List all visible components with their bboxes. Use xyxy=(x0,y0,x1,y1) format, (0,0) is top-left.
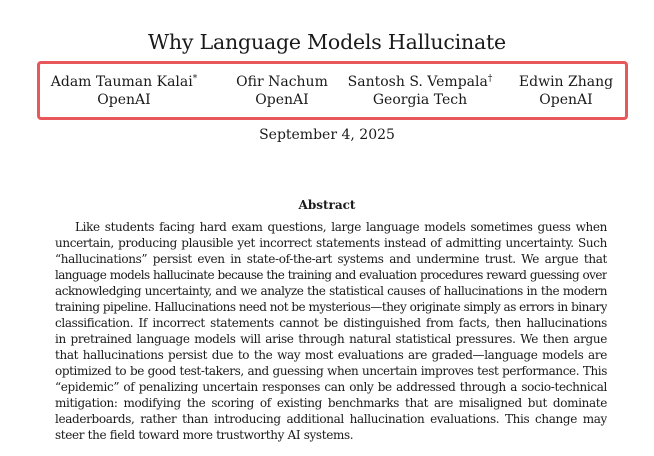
abstract-line: optimized to be good test-takers, and guessing when uncertain improves test performance. This xyxy=(55,364,607,378)
author-kalai xyxy=(48,73,200,109)
author-name: Edwin Zhang xyxy=(518,74,614,90)
author-footnote-mark: * xyxy=(192,74,198,84)
author-affiliation: OpenAI xyxy=(539,92,593,108)
abstract-line: that hallucinations persist due to the way most evaluations are graded—language models are xyxy=(55,348,607,362)
abstract-line: mitigation: modifying the scoring of existing benchmarks that are misaligned but dominate xyxy=(55,396,607,410)
author-name: Santosh S. Vempala† xyxy=(347,74,493,90)
abstract-line: language models hallucinate because the training and evaluation procedures reward guessing over xyxy=(55,268,607,282)
abstract-line: “epidemic” of penalizing uncertain responses can only be addressed through a socio-technical xyxy=(55,380,607,394)
author-nachum xyxy=(222,73,342,109)
abstract-line: classification. If incorrect statements cannot be distinguished from facts, then hallucinations xyxy=(55,316,607,330)
paper-title: Why Language Models Hallucinate xyxy=(148,30,506,54)
abstract-line: “hallucinations” persist even in state-of-the-art systems and undermine trust. We argue that xyxy=(55,252,607,266)
author-affiliation: Georgia Tech xyxy=(372,92,468,108)
abstract-body xyxy=(55,219,607,443)
author-affiliation: OpenAI xyxy=(97,92,151,108)
author-affiliation: OpenAI xyxy=(255,92,309,108)
author-footnote-mark: † xyxy=(487,74,493,84)
abstract-line: training pipeline. Hallucinations need not be mysterious—they originate simply as errors in binary xyxy=(55,300,607,314)
abstract-line: in pretrained language models will arise through natural statistical pressures. We then argue xyxy=(55,332,607,346)
abstract-line: acknowledging uncertainty, and we analyze the statistical causes of hallucinations in the modern xyxy=(55,284,607,298)
author-vempala xyxy=(344,73,496,109)
abstract-line: steer the field toward more trustworthy AI systems. xyxy=(55,428,354,442)
author-name: Ofir Nachum xyxy=(236,74,328,90)
abstract-line: leaderboards, rather than introducing additional hallucination evaluations. This change may xyxy=(55,412,607,426)
abstract-line: uncertain, producing plausible yet incorrect statements instead of admitting uncertainty. Such xyxy=(55,236,607,250)
abstract-line: Like students facing hard exam questions, large language models sometimes guess when xyxy=(75,220,607,234)
publication-date: September 4, 2025 xyxy=(259,127,395,143)
abstract-heading: Abstract xyxy=(298,198,356,212)
author-name: Adam Tauman Kalai* xyxy=(50,74,198,90)
author-zhang xyxy=(510,73,622,109)
